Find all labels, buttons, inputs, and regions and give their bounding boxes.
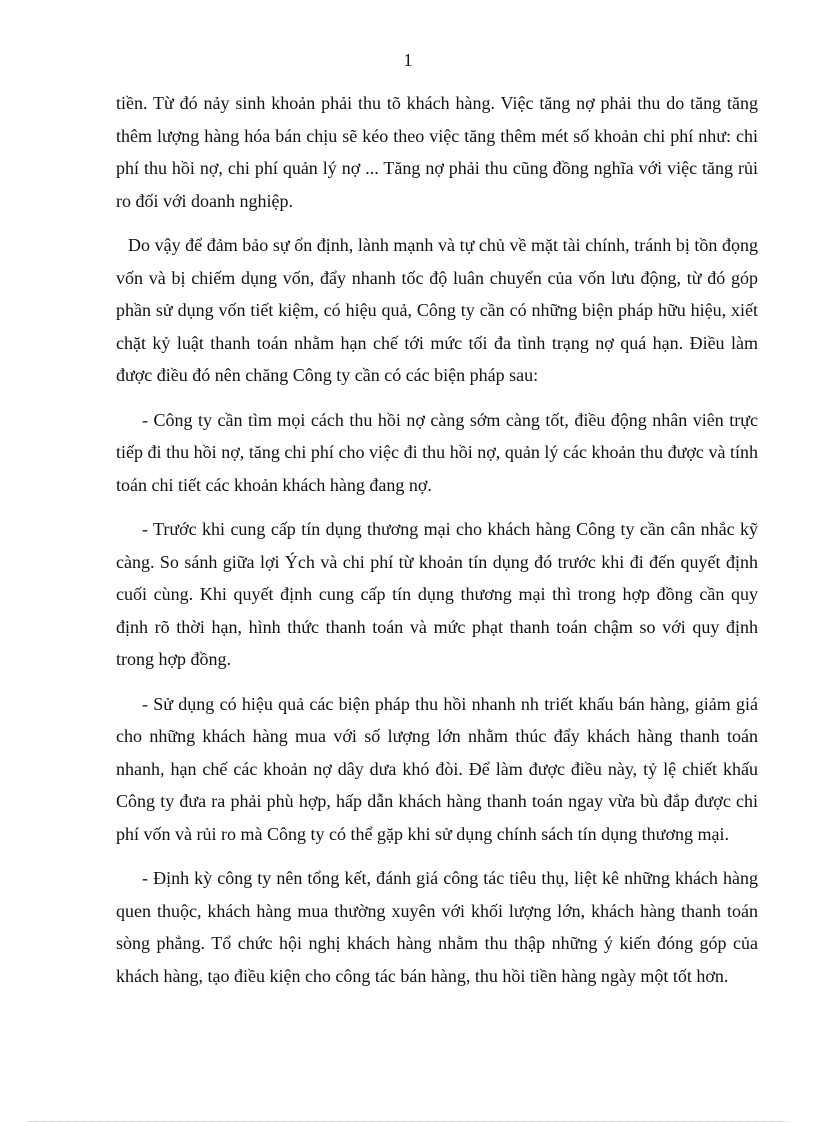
paragraph-measure-customer-review: - Định kỳ công ty nên tổng kết, đánh giá công tác tiêu thụ, liệt kê những khách hàng quen thuộc, khách hàng mua thường xuyên với khối lượng lớn, khách hàng thanh toán sòng phẳng. Tổ chức hội nghị khách hàng nhằm thu thập những ý kiến đóng góp của khách hàng, tạo điều kiện cho công tác bán hàng, thu hồi tiền hàng ngày một tốt hơn. (116, 868, 758, 986)
page-bottom-divider (28, 1121, 788, 1122)
document-body (116, 87, 758, 992)
paragraph-receivables-intro: tiền. Từ đó nảy sinh khoản phải thu tõ khách hàng. Việc tăng nợ phải thu do tăng tăng thêm lượng hàng hóa bán chịu sẽ kéo theo việc tăng thêm mét số khoản chi phí như: chi phí thu hồi nợ, chi phí quản lý nợ ... Tăng nợ phải thu cũng đồng nghĩa với việc tăng rủi ro đối với doanh nghiệp. (116, 93, 758, 211)
paragraph-measure-credit-review: - Trước khi cung cấp tín dụng thương mại cho khách hàng Công ty cần cân nhắc kỹ càng. So sánh giữa lợi Ých và chi phí từ khoản tín dụng đó trước khi đi đến quyết định cuối cùng. Khi quyết định cung cấp tín dụng thương mại thì trong hợp đồng cần quy định rõ thời hạn, hình thức thanh toán và mức phạt thanh toán chậm so với quy định trong hợp đồng. (116, 519, 758, 669)
page-number: 1 (403, 50, 413, 70)
paragraph-measure-discounts: - Sử dụng có hiệu quả các biện pháp thu hồi nhanh nh triết khấu bán hàng, giảm giá cho những khách hàng mua với số lượng lớn nhằm thúc đẩy khách hàng thanh toán nhanh, hạn chế các khoản nợ dây dưa khó đòi. Để làm được điều này, tỷ lệ chiết khấu Công ty đưa ra phải phù hợp, hấp dẫn khách hàng thanh toán ngay vừa bù đắp được chi phí vốn và rủi ro mà Công ty có thể gặp khi sử dụng chính sách tín dụng thương mại. (116, 693, 758, 844)
paragraph-measure-debt-collection: - Công ty cần tìm mọi cách thu hồi nợ càng sớm càng tốt, điều động nhân viên trực tiếp đi thu hồi nợ, tăng chi phí cho việc đi thu hồi nợ, quản lý các khoản thu được và tính toán chi tiết các khoản khách hàng đang nợ. (116, 409, 758, 495)
paragraph-measures-intro: Do vậy để đảm bảo sự ổn định, lành mạnh và tự chủ về mặt tài chính, tránh bị tồn đọng vốn và bị chiếm dụng vốn, đẩy nhanh tốc độ luân chuyển của vốn lưu động, từ đó góp phần sử dụng vốn tiết kiệm, có hiệu quả, Công ty cần có những biện pháp hữu hiệu, xiết chặt kỷ luật thanh toán nhằm hạn chế tới mức tối đa tình trạng nợ quá hạn. Điều làm được điều đó nên chăng Công ty cần có các biện pháp sau: (116, 235, 758, 385)
